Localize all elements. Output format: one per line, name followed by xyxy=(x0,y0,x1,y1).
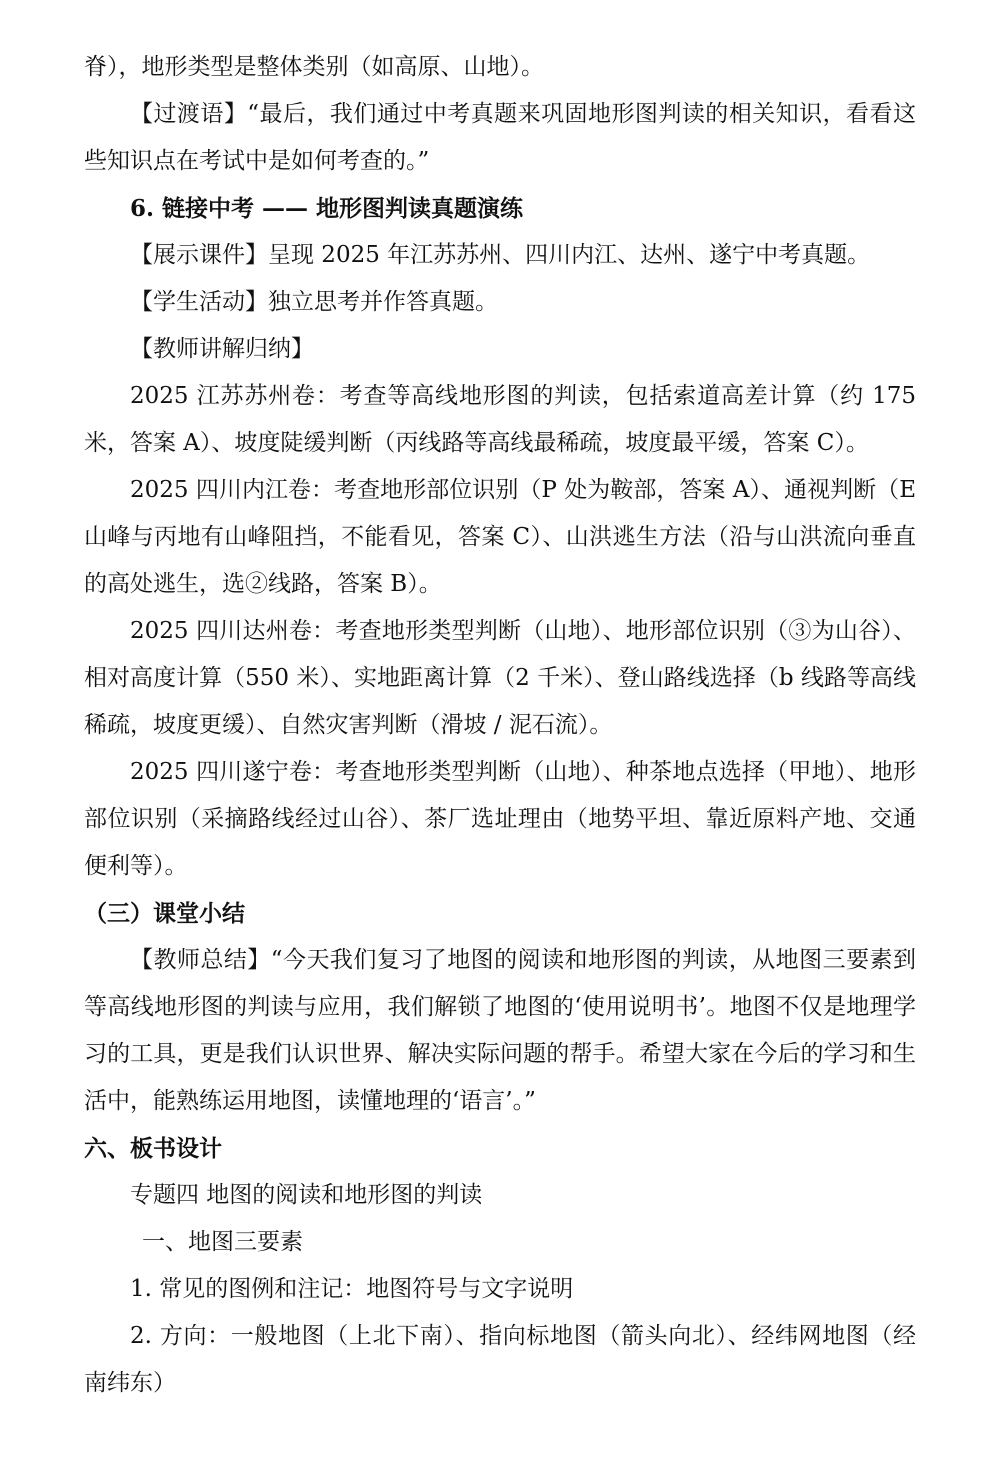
exam-suzhou: 2025 江苏苏州卷：考查等高线地形图的判读，包括索道高差计算（约 175 米，答案 A）、坡度陡缓判断（丙线路等高线最稀疏，坡度最平缓，答案 C）。 xyxy=(84,383,916,456)
exam-neijiang: 2025 四川内江卷：考查地形部位识别（P 处为鞍部，答案 A）、通视判断（E 山峰与丙地有山峰阻挡，不能看见，答案 C）、山洪逃生方法（沿与山洪流向垂直的高处逃生，选②线路，答案 B）。 xyxy=(84,477,916,597)
transition-remark: 【过渡语】“最后，我们通过中考真题来巩固地形图判读的相关知识，看看这些知识点在考试中是如何考查的。” xyxy=(84,101,916,174)
exam-suining: 2025 四川遂宁卷：考查地形类型判断（山地）、种茶地点选择（甲地）、地形部位识别（采摘路线经过山谷）、茶厂选址理由（地势平坦、靠近原料产地、交通便利等）。 xyxy=(84,759,916,879)
document-page xyxy=(84,44,916,1407)
teacher-summary: 【教师总结】“今天我们复习了地图的阅读和地形图的判读，从地图三要素到等高线地形图的判读与应用，我们解锁了地图的‘使用说明书’。地图不仅是地理学习的工具，更是我们认识世界、解决实际问题的帮手。希望大家在今后的学习和生活中，能熟练运用地图，读懂地理的‘语言’。” xyxy=(84,947,916,1114)
courseware-display: 【展示课件】呈现 2025 年江苏苏州、四川内江、达州、遂宁中考真题。 xyxy=(130,242,871,268)
board-subtitle-map-elements: 一、地图三要素 xyxy=(142,1229,303,1255)
teacher-explanation-label: 【教师讲解归纳】 xyxy=(130,336,314,362)
board-item-legend: 1. 常见的图例和注记：地图符号与文字说明 xyxy=(130,1276,574,1302)
section-heading-exam-link: 6. 链接中考 —— 地形图判读真题演练 xyxy=(130,195,524,222)
section-heading-class-summary: （三）课堂小结 xyxy=(84,900,245,927)
student-activity: 【学生活动】独立思考并作答真题。 xyxy=(130,289,498,315)
section-heading-board-design: 六、板书设计 xyxy=(84,1135,222,1162)
board-item-direction: 2. 方向：一般地图（上北下南）、指向标地图（箭头向北）、经纬网地图（经南纬东） xyxy=(84,1323,916,1396)
paragraph-continuation: 脊），地形类型是整体类别（如高原、山地）。 xyxy=(84,54,544,80)
board-title: 专题四 地图的阅读和地形图的判读 xyxy=(130,1182,483,1208)
exam-dazhou: 2025 四川达州卷：考查地形类型判断（山地）、地形部位识别（③为山谷）、相对高度计算（550 米）、实地距离计算（2 千米）、登山路线选择（b 线路等高线稀疏，坡度更缓）、自然灾害判断（滑坡 / 泥石流）。 xyxy=(84,618,916,738)
